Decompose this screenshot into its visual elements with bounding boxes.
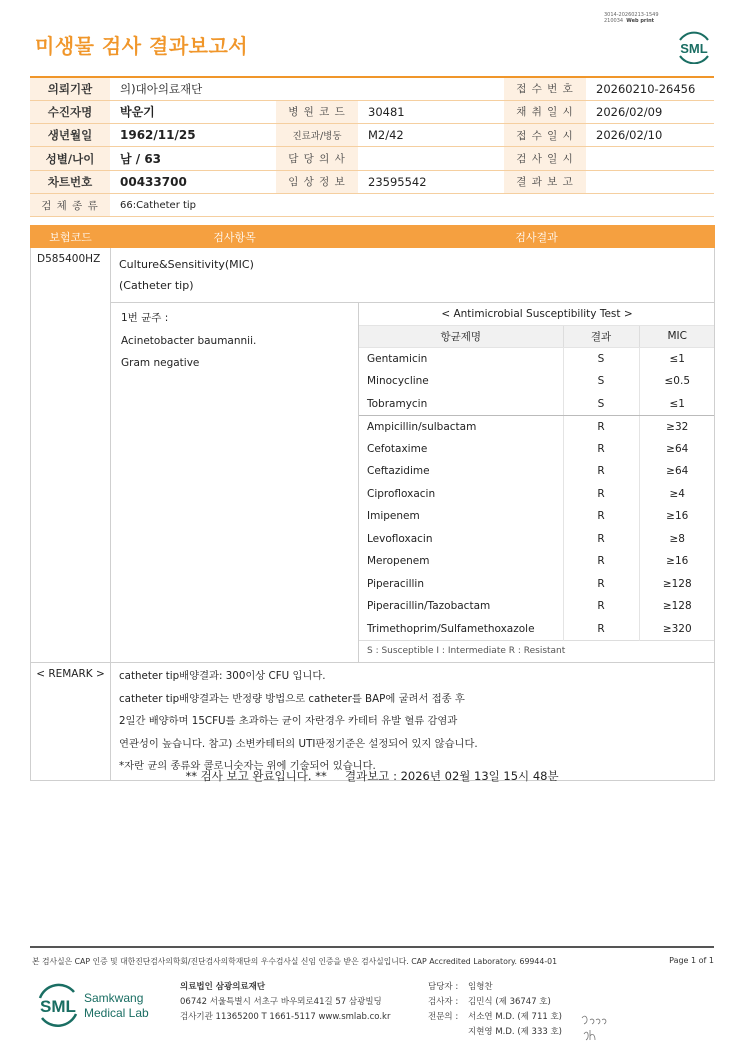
results-table: [30, 225, 715, 781]
test-date-value: [586, 147, 714, 170]
organism-number: 1번 균주 :: [121, 312, 169, 324]
antibiotic-result: S: [563, 348, 639, 371]
test-date-label: 검 사 일 시: [504, 147, 586, 170]
birth-value: 1962/11/25: [110, 124, 276, 147]
lab-name-line-2: Medical Lab: [84, 1006, 149, 1020]
remark-cell: [111, 663, 715, 781]
gram-stain: Gram negative: [121, 357, 200, 369]
antibiotic-result: R: [563, 505, 639, 528]
lab-name-line-1: Samkwang: [84, 991, 144, 1005]
organism-cell: [111, 303, 359, 663]
antibiotic-mic: ≥16: [639, 550, 715, 573]
antibiotic-name: Ampicillin/sulbactam: [367, 420, 477, 433]
staff-name: 지현영 M.D. (제 333 호): [468, 1027, 563, 1037]
antibiotic-result: R: [563, 415, 639, 438]
antibiotic-name: Gentamicin: [367, 353, 428, 365]
ast-header-mic: MIC: [639, 325, 715, 348]
ast-row: [359, 618, 715, 641]
document-code-line-2: 210034: [604, 18, 624, 24]
hospital-code-value: 30481: [358, 100, 504, 123]
antibiotic-name: Minocycline: [367, 375, 429, 388]
collect-date-label: 채 취 일 시: [504, 100, 586, 123]
document-code: [604, 12, 659, 24]
ast-cell: [359, 303, 715, 663]
org-name: 의료법인 삼광의료재단: [180, 982, 266, 992]
antibiotic-mic: ≤1: [639, 348, 715, 371]
antibiotic-mic: ≥320: [639, 618, 715, 641]
specimen-label: 검 체 종 류: [30, 193, 110, 216]
staff-name: 서소연 M.D. (제 711 호): [468, 1012, 563, 1022]
footer-staff: [428, 980, 562, 1040]
ast-legend: S : Susceptible I : Intermediate R : Resistant: [359, 640, 715, 662]
antibiotic-name: Imipenem: [367, 510, 420, 523]
chart-value: 00433700: [110, 170, 276, 193]
org-contact: 검사기관 11365200 T 1661-5117 www.smlab.co.kr: [180, 1012, 391, 1022]
chart-label: 차트번호: [30, 170, 110, 193]
antibiotic-name: Meropenem: [367, 555, 430, 568]
test-specimen: (Catheter tip): [119, 279, 194, 292]
staff-name: 김민식 (제 36747 호): [468, 997, 551, 1007]
ast-row: [359, 595, 715, 618]
ast-table: [359, 303, 715, 662]
ast-row: [359, 483, 715, 506]
dept-label: 진료과/병동: [276, 124, 358, 147]
receipt-date-value: 2026/02/10: [586, 124, 714, 147]
dept-value: M2/42: [358, 124, 504, 147]
remark-line: *자란 균의 종류와 콜로니숫자는 위에 기술되어 있습니다.: [119, 760, 376, 772]
antibiotic-mic: ≤0.5: [639, 370, 715, 393]
sml-logo-icon: [674, 26, 714, 64]
birth-label: 생년월일: [30, 124, 110, 147]
report-label: 결 과 보 고: [504, 170, 586, 193]
receipt-no-value: 20260210-26456: [586, 77, 714, 100]
test-name: Culture&Sensitivity(MIC): [119, 258, 254, 271]
clinical-label: 임 상 정 보: [276, 170, 358, 193]
samkwang-logo-icon: [36, 980, 196, 1028]
remark-line: catheter tip배양결과: 300이상 CFU 입니다.: [119, 670, 326, 682]
ast-row: [359, 460, 715, 483]
remark-line: catheter tip배양결과는 반정량 방법으로 catheter를 BAP에 굴려서 접종 후: [119, 692, 465, 705]
ast-row: [359, 550, 715, 573]
specimen-value: 66:Catheter tip: [110, 193, 714, 216]
document-code-line-1: 3014-20260213-1549: [604, 12, 659, 18]
organism-name: Acinetobacter baumannii.: [121, 334, 257, 347]
footer-org-info: [180, 980, 390, 1025]
hospital-code-label: 병 원 코 드: [276, 100, 358, 123]
ast-row: [359, 348, 715, 371]
remark-line: 2일간 배양하며 15CFU를 초과하는 균이 자란경우 카테터 유발 혈류 감염과: [119, 715, 458, 727]
antibiotic-name: Piperacillin/Tazobactam: [367, 600, 491, 613]
remark-line: 연관성이 높습니다. 참고) 소변카테터의 UTI판정기준은 설정되어 있지 않습니다.: [119, 737, 478, 750]
antibiotic-result: R: [563, 483, 639, 506]
col-result-header: 검사결과: [359, 226, 715, 248]
antibiotic-mic: ≥64: [639, 460, 715, 483]
remark-label: < REMARK >: [31, 663, 111, 781]
antibiotic-result: R: [563, 438, 639, 461]
ast-row: [359, 370, 715, 393]
doctor-label: 담 당 의 사: [276, 147, 358, 170]
antibiotic-mic: ≥64: [639, 438, 715, 461]
sex-age-value: 남 / 63: [110, 147, 276, 170]
footer-divider: [30, 946, 714, 948]
receipt-no-label: 접 수 번 호: [504, 77, 586, 100]
staff-role: 전문의 :: [428, 1012, 459, 1022]
patient-value: 박운기: [110, 100, 276, 123]
receipt-date-label: 접 수 일 시: [504, 124, 586, 147]
ast-row: [359, 415, 715, 438]
report-title: 미생물 검사 결과보고서: [35, 34, 249, 58]
ast-row: [359, 505, 715, 528]
ast-row: [359, 438, 715, 461]
org-address: 06742 서울특별시 서초구 바우뫼로41길 57 삼광빌딩: [180, 997, 382, 1007]
ast-title: < Antimicrobial Susceptibility Test >: [359, 303, 715, 325]
antibiotic-name: Cefotaxime: [367, 442, 428, 455]
antibiotic-result: R: [563, 618, 639, 641]
antibiotic-name: Levofloxacin: [367, 532, 433, 545]
patient-label: 수진자명: [30, 100, 110, 123]
staff-role: [428, 1025, 468, 1040]
collect-date-value: 2026/02/09: [586, 100, 714, 123]
clinical-value: 23595542: [358, 170, 504, 193]
antibiotic-mic: ≥8: [639, 528, 715, 551]
antibiotic-mic: ≥32: [639, 415, 715, 438]
staff-role: 담당자 :: [428, 982, 459, 992]
svg-text:SML: SML: [40, 997, 76, 1016]
web-print-tag: Web print: [626, 18, 655, 24]
antibiotic-name: Ceftazidime: [367, 465, 430, 478]
signature-icon: [578, 1008, 610, 1042]
antibiotic-result: R: [563, 550, 639, 573]
antibiotic-result: S: [563, 370, 639, 393]
antibiotic-result: S: [563, 393, 639, 416]
staff-role: 검사자 :: [428, 997, 459, 1007]
antibiotic-result: R: [563, 528, 639, 551]
ast-row: [359, 393, 715, 416]
col-code-header: 보험코드: [31, 226, 111, 248]
ast-row: [359, 573, 715, 596]
report-value: [586, 170, 714, 193]
page-number: Page 1 of 1: [669, 956, 714, 965]
request-org-label: 의뢰기관: [30, 77, 110, 100]
patient-info-table: [30, 76, 714, 217]
completion-note: ** 검사 보고 완료입니다. ** 결과보고 : 2026년 02월 13일 15시 48분: [185, 769, 559, 783]
antibiotic-result: R: [563, 460, 639, 483]
footer-certification: 본 검사실은 CAP 인증 및 대한진단검사의학회/진단검사의학재단의 우수검사실 신임 인증을 받은 검사실입니다. CAP Accredited Laboratory. 69944-01: [32, 957, 558, 966]
ast-header-drug: 항균제명: [359, 325, 563, 348]
doctor-value: [358, 147, 504, 170]
antibiotic-name: Tobramycin: [359, 393, 563, 416]
antibiotic-name: Piperacillin: [367, 577, 424, 590]
antibiotic-result: R: [563, 595, 639, 618]
antibiotic-mic: ≥128: [639, 595, 715, 618]
sex-age-label: 성별/나이: [30, 147, 110, 170]
antibiotic-mic: ≥128: [639, 573, 715, 596]
col-item-header: 검사항목: [111, 226, 359, 248]
request-org-value: 의)대아의료재단: [110, 77, 504, 100]
antibiotic-result: R: [563, 573, 639, 596]
insurance-code: D585400HZ: [31, 248, 111, 663]
staff-name: 임형찬: [468, 982, 493, 992]
antibiotic-mic: ≤1: [639, 393, 715, 416]
antibiotic-name: Ciprofloxacin: [367, 487, 436, 500]
antibiotic-mic: ≥16: [639, 505, 715, 528]
ast-row: [359, 528, 715, 551]
antibiotic-name: Trimethoprim/Sulfamethoxazole: [367, 622, 535, 635]
test-name-cell: [111, 248, 715, 303]
antibiotic-mic: ≥4: [639, 483, 715, 506]
logo-text: SML: [680, 41, 708, 56]
ast-header-result: 결과: [563, 325, 639, 348]
